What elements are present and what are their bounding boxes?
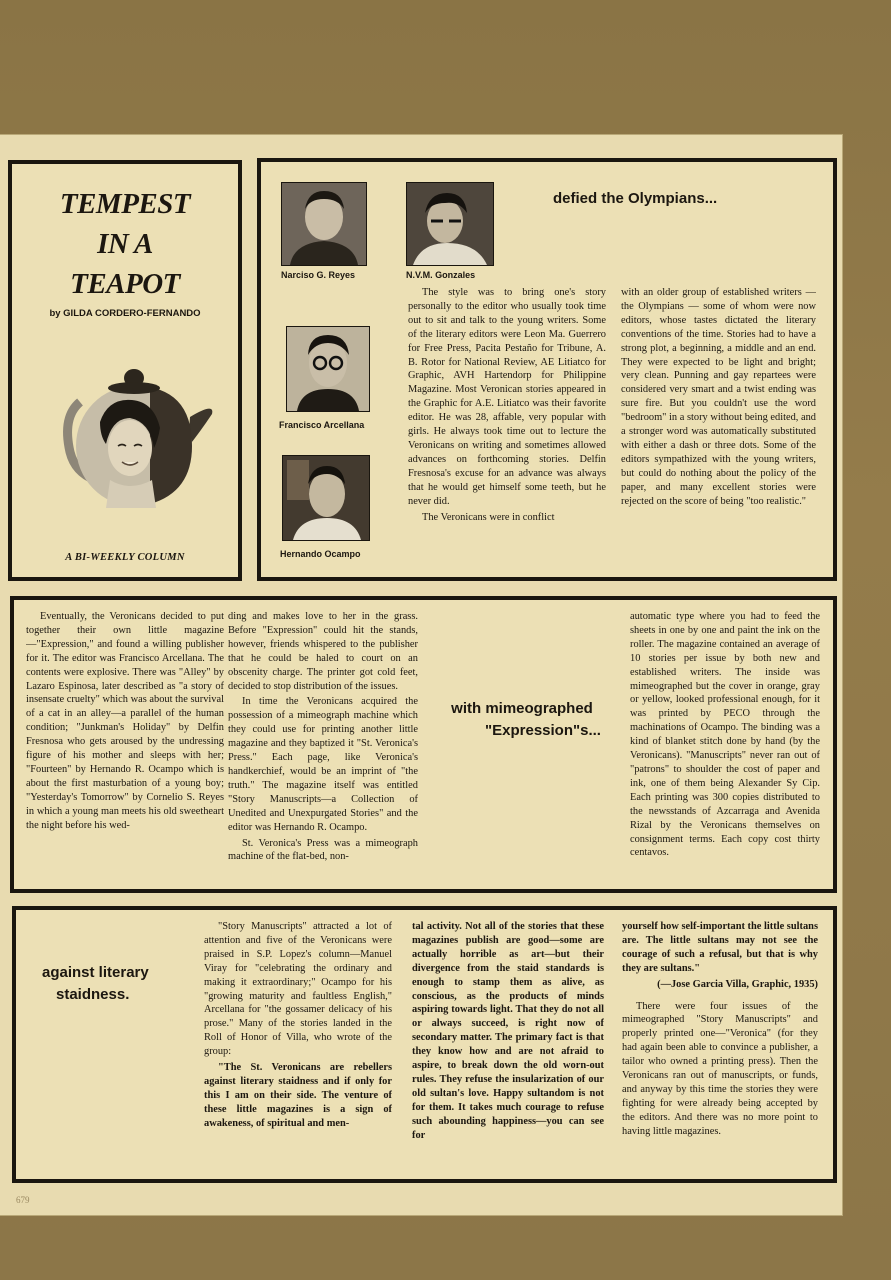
photo-hernando-ocampo — [282, 455, 370, 541]
caption-nvm-gonzales: N.V.M. Gonzales — [406, 270, 476, 280]
section-staidness-headline: against literary staidness. — [42, 964, 149, 1003]
caption-hernando-ocampo: Hernando Ocampo — [280, 549, 361, 559]
portrait-icon — [282, 183, 366, 265]
column-byline: by GILDA CORDERO-FERNANDO — [49, 308, 201, 319]
section-mimeographed-col-1: Eventually, the Veronicans decided to put together their own little magazine—"Expression," and found a willing publisher for it. The editor was Francisco Arcellana. The contents were explosive. There was "Alley" by Lazaro Espinosa, later described as "a story of insensate cruelty" which was about the survival of a cat in an alley—a parallel of the human condition; "Junkman's Holiday" by Delfin Fresnosa who gets aroused by the undressing figure of his mother and sleeps with her; "Fourteen" by Hernando R. Ocampo which is about the first masturbation of a young boy; "Yesterday's Tomorrow" by Cornelio S. Reyes in which a young man meets his old sweetheart the night before his wed- — [26, 611, 224, 831]
photo-narciso-reyes — [281, 182, 367, 266]
portrait-icon — [283, 456, 369, 540]
section-staidness-col-1: "Story Manuscripts" attracted a lot of attention and five of the Veronicans were praised in S.P. Lopez's column—Manuel Viray for "celebrating the ordinary and making it extraordinary;" Ocampo for his "growing maturity and faultless English," Arcellana for "the gossamer delicacy of his prose." Many of the stories landed in the Roll of Honor of Villa, who wrote of the group: "The St. Veronicans are rebellers against literary staidness and if only for this I am on their side. The venture of these little magazines is a sign of awakeness, of spiritual and men- — [204, 921, 392, 1129]
section-staidness-col-3: yourself how self-important the little sultans are. The little sultans may not see the courage of such a refusal, but that is why they are sultans." (—Jose Garcia Villa, Graphic, 1935) There were four issues of the mimeographed "Story Manuscripts" and properly printed one—"Veronica" (for they had again been able to convince a publisher, a tailor who owned a printing press). Then the Veronicans ran out of manuscripts, or funds, and anyway by this time the stories they were fighting for were already being accepted by the editors. And there was no more point to having little magazines. — [622, 921, 818, 1137]
caption-francisco-arcellana: Francisco Arcellana — [279, 420, 365, 430]
section-staidness-col-2: tal activity. Not all of the stories that these magazines publish are good—some are actually horrible as art—but their divergence from the staid standards is enough to stamp them as alive, as conscious, as the products of minds aspiring towards light. That they do not all or always succeed, is right now of secondary matter. The primary fact is that they know how and are not afraid to aspire, to break down the old worn-out rules. They refuse the insularization of our old sultan's love. Happy sultandom is not for them. It takes much courage to refuse such abounding happiness—you can see for — [412, 921, 604, 1141]
column-footer: A BI-WEEKLY COLUMN — [65, 552, 185, 563]
caption-narciso-reyes: Narciso G. Reyes — [281, 270, 356, 280]
page-number: 679 — [16, 1195, 30, 1205]
section-mimeographed — [10, 596, 837, 893]
photo-francisco-arcellana — [286, 326, 370, 412]
section-olympians-col-2: with an older group of established writers — the Olympians — some of whom were now editors, whose tastes dictated the literary conventions of the time. Stories had to have a strong plot, a beginning, a middle and an end. They were expected to be light and bright; very clean. Punning and gay repartees were considered very smart and a twist ending was sure fire. But you couldn't use the word "bedroom" in a story without being edited, and a stronger word was automatically substituted with either a dash or three dots. Some of the editors sympathized with the young writers, but could do nothing about the policy of the paper, and many excellent stories were rejected on the score of being "too realistic." — [621, 287, 816, 507]
teapot-portrait-illustration — [50, 362, 220, 512]
portrait-icon — [287, 327, 369, 411]
section-mimeographed-col-2: ding and makes love to her in the grass. Before "Expression" could hit the stands, however, friends whispered to the publisher that he could be haled to court on an obscenity charge. The printer got cold feet, decided to stop distribution of the issues. In time the Veronicans acquired the possession of a mimeograph machine which they could use for printing another little magazine and they baptized it "St. Veronica's Press." Each page, like Veronica's handkerchief, would be an imprint of "the truth." The magazine itself was entitled "Story Manuscripts—a Collection of Unedited and Unexpurgated Stories" and the editor was Hernando R. Ocampo. St. Veronica's Press was a mimeograph machine of the flat-bed, non- — [228, 611, 418, 863]
section-staidness — [12, 906, 837, 1183]
section-olympians — [257, 158, 837, 581]
portrait-icon — [407, 183, 493, 265]
column-title: TEMPEST IN A TEAPOT — [59, 188, 191, 300]
photo-nvm-gonzales — [406, 182, 494, 266]
section-mimeographed-headline: with mimeographed "Expression"s... — [451, 700, 601, 739]
section-mimeographed-col-3: automatic type where you had to feed the sheets in one by one and paint the ink on the roller. The magazine contained an average of 10 stories per issue by both new and established writers. The inside was mimeographed but the cover in orange, gray or yellow, looked professional enough, for it was printed by PECO through the machinations of Ocampo. The binding was a kind of blanket stitch done by hand (by the Veronicans). "Manuscripts" never ran out of "patrons" to shoulder the cost of paper and ink, one of them being Alexander Sy Cip. Each printing was 300 copies distributed to the newsstands of Azcarraga and Avenida Rizal by the Veronicans themselves on consignment terms. Each copy cost thirty centavos. — [630, 611, 820, 859]
column-header-box — [8, 160, 242, 581]
section-olympians-col-1: The style was to bring one's story personally to the editor who usually took time out to sit and talk to the young writers. Some of the literary editors were Leon Ma. Guerrero for Free Press, Pacita Pestaño for Tribune, A. B. Rotor for National Review, AE Litiatco for Graphic, AVH Hartendorp for Philippine Magazine. Most Veronican stories appeared in the Graphic for A.E. Litiatco was their favorite editor. He was 28, affable, very popular with girls. He always took time out to lecture the Veronicans on writing and sometimes allowed advances on forthcoming stories. Delfin Fresnosa's excuse for an advance was always that he would get himself some teeth, but he never did. The Veronicans were in conflict — [408, 287, 606, 523]
section-olympians-headline: defied the Olympians... — [553, 190, 718, 207]
